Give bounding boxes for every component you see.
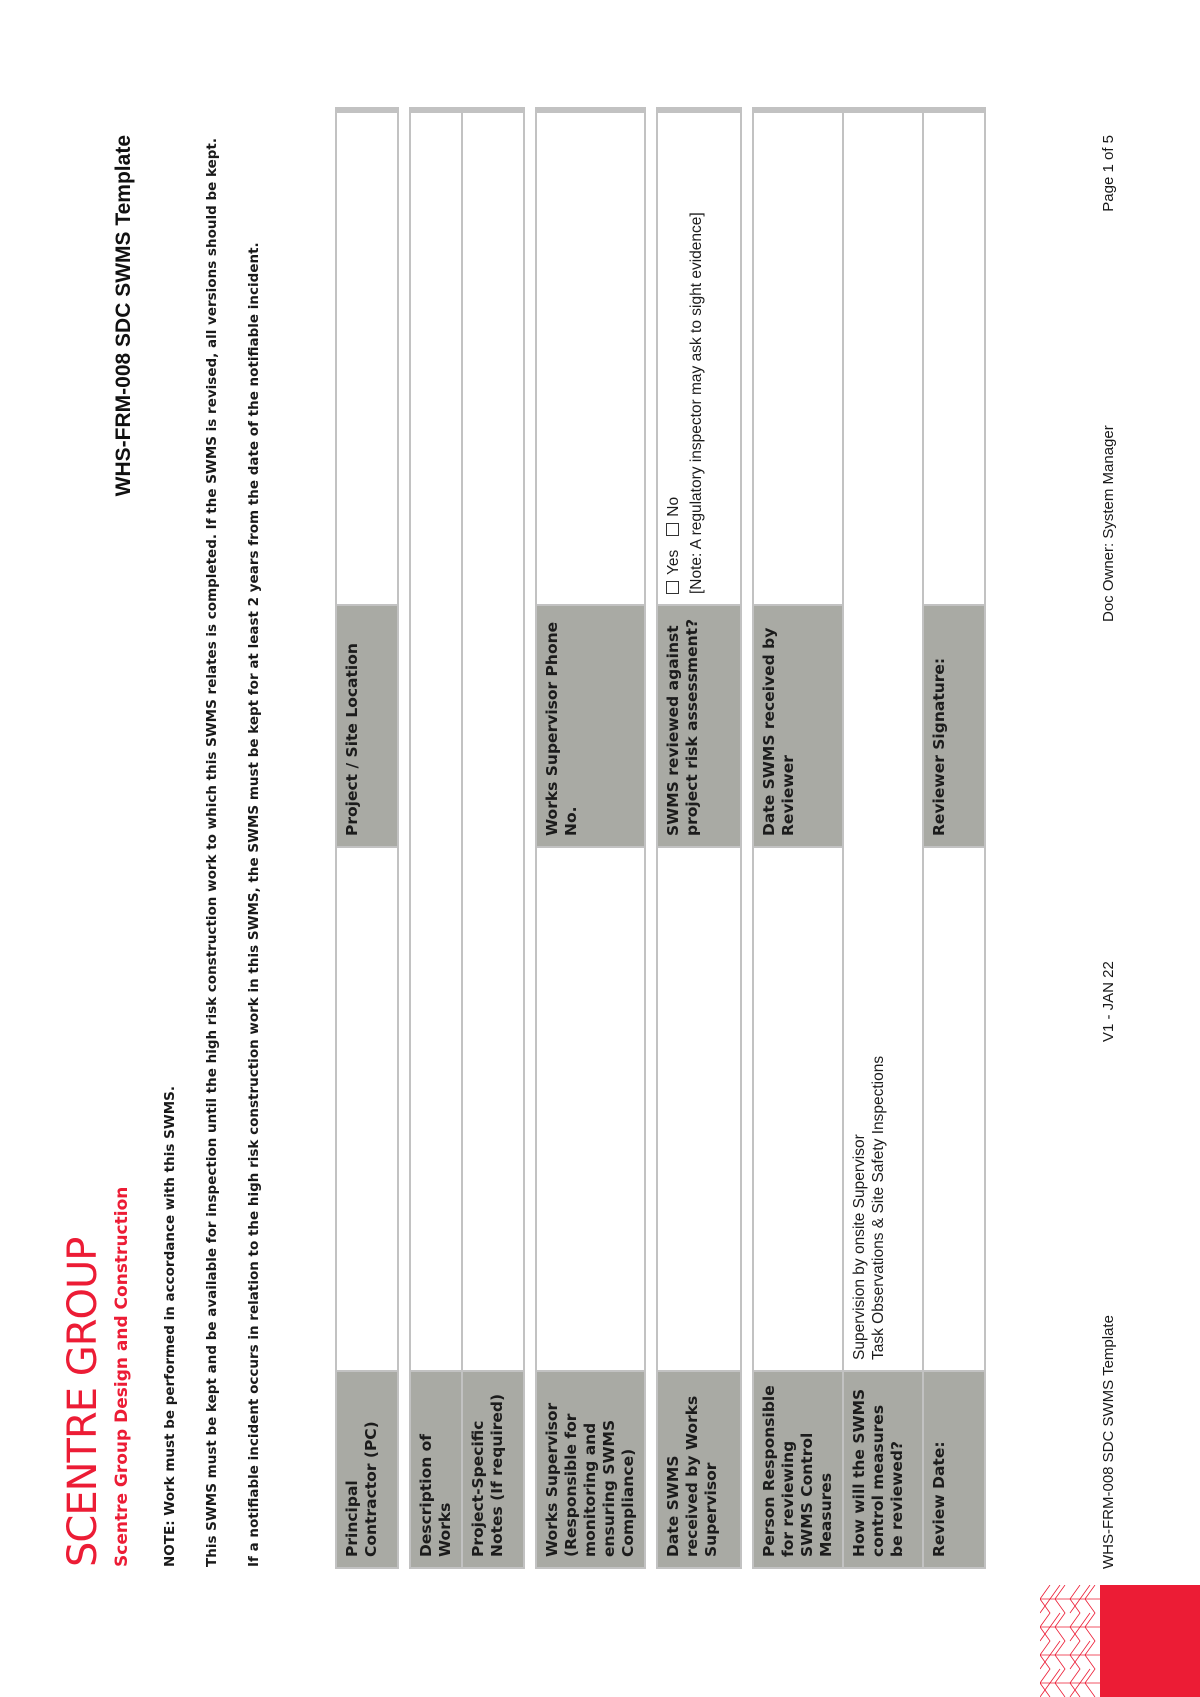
how-reviewed-value [844, 113, 922, 1370]
scentre-group-logo: SCENTRE GROUP [60, 1237, 106, 1567]
project-site-field[interactable] [337, 113, 397, 604]
subbrand-title: Scentre Group Design and Construction [112, 1186, 132, 1567]
review-date-label: Review Date: [924, 1372, 984, 1567]
group-reviewer [752, 107, 986, 1569]
date-received-supervisor-field[interactable] [658, 848, 740, 1370]
footer-version: V1 - JAN 22 [1100, 961, 1117, 1042]
project-site-label: Project / Site Location [337, 606, 397, 846]
group-description [409, 107, 525, 1569]
geometric-pattern-icon [1040, 1585, 1100, 1697]
reviewer-signature-label: Reviewer Signature: [924, 606, 984, 846]
group-works-supervisor [535, 107, 646, 1569]
date-received-supervisor-label: Date SWMS received by Works Supervisor [658, 1372, 740, 1567]
supervisor-phone-label: Works Supervisor Phone No. [537, 606, 644, 846]
person-responsible-label: Person Responsible for reviewing SWMS Control Measures [754, 1372, 842, 1567]
description-field[interactable] [411, 113, 461, 1370]
date-received-reviewer-label: Date SWMS received by Reviewer [754, 606, 842, 846]
how-reviewed-line-2: Task Observations & Site Safety Inspections [870, 1055, 887, 1360]
footer-page-number: Page 1 of 5 [1100, 135, 1117, 212]
note-incident: If a notifiable incident occurs in relation to the high risk construction work in this SWMS, the SWMS must be kept for at least 2 years from the date of the notifiable incident. [246, 242, 262, 1567]
footer-doc-name: WHS-FRM-008 SDC SWMS Template [1100, 1315, 1117, 1569]
reviewed-against-risk-label: SWMS reviewed against project risk assessment? [658, 606, 740, 846]
person-responsible-field[interactable] [754, 848, 842, 1370]
no-label: No [665, 496, 682, 517]
yes-no-row [664, 123, 683, 594]
project-notes-field[interactable] [463, 113, 523, 1370]
project-notes-label: Project-Specific Notes (If required) [463, 1372, 523, 1567]
supervisor-phone-field[interactable] [537, 113, 644, 604]
works-supervisor-label: Works Supervisor (Responsible for monitoring and ensuring SWMS Compliance) [537, 1372, 644, 1567]
principal-contractor-label: Principal Contractor (PC) [337, 1372, 397, 1567]
reviewer-signature-field[interactable] [924, 113, 984, 604]
how-reviewed-line-1: Supervision by onsite Supervisor [851, 1134, 868, 1360]
how-reviewed-label: How will the SWMS control measures be reviewed? [844, 1372, 922, 1567]
regulatory-note: [Note: A regulatory inspector may ask to sight evidence] [688, 212, 705, 594]
yes-label: Yes [665, 549, 682, 575]
group-swms-review [656, 107, 742, 1569]
no-checkbox[interactable] [666, 523, 679, 536]
review-date-field[interactable] [924, 848, 984, 1370]
footer-doc-owner: Doc Owner: System Manager [1100, 425, 1117, 622]
yes-checkbox[interactable] [666, 581, 679, 594]
works-supervisor-field[interactable] [537, 848, 644, 1370]
notes-section [160, 107, 286, 1567]
swms-form [335, 107, 996, 1569]
date-received-reviewer-field[interactable] [754, 113, 842, 604]
principal-contractor-field[interactable] [337, 848, 397, 1370]
note-retention: This SWMS must be kept and be available for inspection until the high risk construction work to which this SWMS relates is completed. If the SWMS is revised, all versions should be kept. [204, 138, 220, 1567]
brand-pattern [1040, 1585, 1100, 1697]
note-performance: NOTE: Work must be performed in accordance with this SWMS. [162, 1086, 178, 1567]
group-principal-contractor [335, 107, 399, 1569]
reviewed-against-risk-cell [658, 113, 740, 604]
document-title: WHS-FRM-008 SDC SWMS Template [112, 135, 135, 497]
description-label: Description of Works [411, 1372, 461, 1567]
